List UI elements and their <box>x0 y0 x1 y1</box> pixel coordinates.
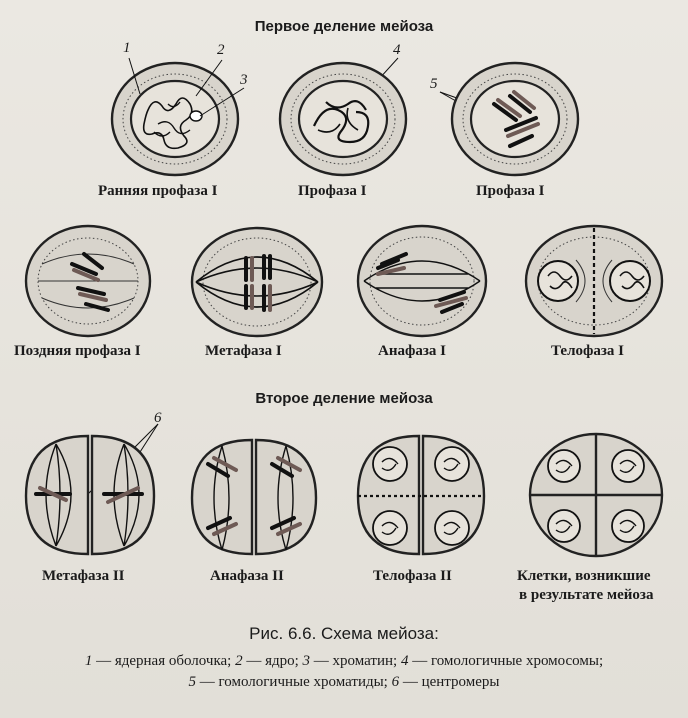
label-late-prophase-1: Поздняя профаза I <box>14 343 141 359</box>
legend-num-5: 5 <box>188 674 196 690</box>
late-prophase-1-drawing <box>24 224 152 338</box>
anaphase-1-drawing <box>356 224 488 338</box>
prophase-1a-drawing <box>278 60 408 178</box>
callout-number-4: 4 <box>393 42 401 58</box>
heading-first-division: Первое деление мейоза <box>254 18 434 35</box>
label-telophase-2: Телофаза II <box>373 568 452 584</box>
callout-number-3: 3 <box>240 72 248 88</box>
label-result-cells-line1: Клетки, возникшие <box>517 568 651 584</box>
label-metaphase-1: Метафаза I <box>205 343 282 359</box>
callout-number-1: 1 <box>123 40 131 56</box>
cell-telophase-2 <box>354 432 488 558</box>
anaphase-2-drawing <box>188 436 320 558</box>
legend-text-1: — ядерная оболочка; <box>92 653 236 669</box>
metaphase-1-drawing <box>190 226 324 338</box>
label-result-cells-line2: в результате мейоза <box>519 587 654 603</box>
legend-num-2: 2 <box>235 653 243 669</box>
label-early-prophase-1: Ранняя профаза I <box>98 183 218 199</box>
legend-text-3: — хроматин; <box>310 653 401 669</box>
cell-metaphase-1 <box>190 226 324 338</box>
cell-result-cells <box>528 432 664 558</box>
prophase-1b-drawing <box>450 60 580 178</box>
cell-prophase-1b <box>450 60 580 178</box>
callout-number-2: 2 <box>217 42 225 58</box>
cell-prophase-1a <box>278 60 408 178</box>
label-anaphase-2: Анафаза II <box>210 568 284 584</box>
telophase-2-drawing <box>354 432 488 558</box>
legend-line-1 <box>0 651 688 671</box>
metaphase-2-drawing <box>22 432 158 558</box>
callout-number-6: 6 <box>154 410 162 426</box>
cell-anaphase-2 <box>188 436 320 558</box>
label-metaphase-2: Метафаза II <box>42 568 125 584</box>
cell-late-prophase-1 <box>24 224 152 338</box>
callout-number-5: 5 <box>430 76 438 92</box>
result-cells-drawing <box>528 432 664 558</box>
heading-second-division: Второе деление мейоза <box>255 390 433 407</box>
cell-metaphase-2 <box>22 432 158 558</box>
legend-text-4: — гомологичные хромосомы; <box>408 653 604 669</box>
label-prophase-1a: Профаза I <box>298 183 367 199</box>
legend-num-1: 1 <box>84 653 93 669</box>
legend-text-6: — центромеры <box>399 674 500 690</box>
label-prophase-1b: Профаза I <box>476 183 545 199</box>
cell-anaphase-1 <box>356 224 488 338</box>
figure-caption: Рис. 6.6. Схема мейоза: <box>249 624 439 643</box>
legend-num-3: 3 <box>302 653 311 669</box>
label-anaphase-1: Анафаза I <box>378 343 446 359</box>
cell-telophase-1 <box>524 224 664 338</box>
legend-text-5: — гомологичные хроматиды; <box>196 674 392 690</box>
legend-num-4: 4 <box>400 653 409 669</box>
legend-text-2: — ядро; <box>242 653 303 669</box>
label-telophase-1: Телофаза I <box>551 343 625 359</box>
legend-line-2 <box>0 672 688 692</box>
telophase-1-drawing <box>524 224 664 338</box>
legend-num-6: 6 <box>391 674 400 690</box>
